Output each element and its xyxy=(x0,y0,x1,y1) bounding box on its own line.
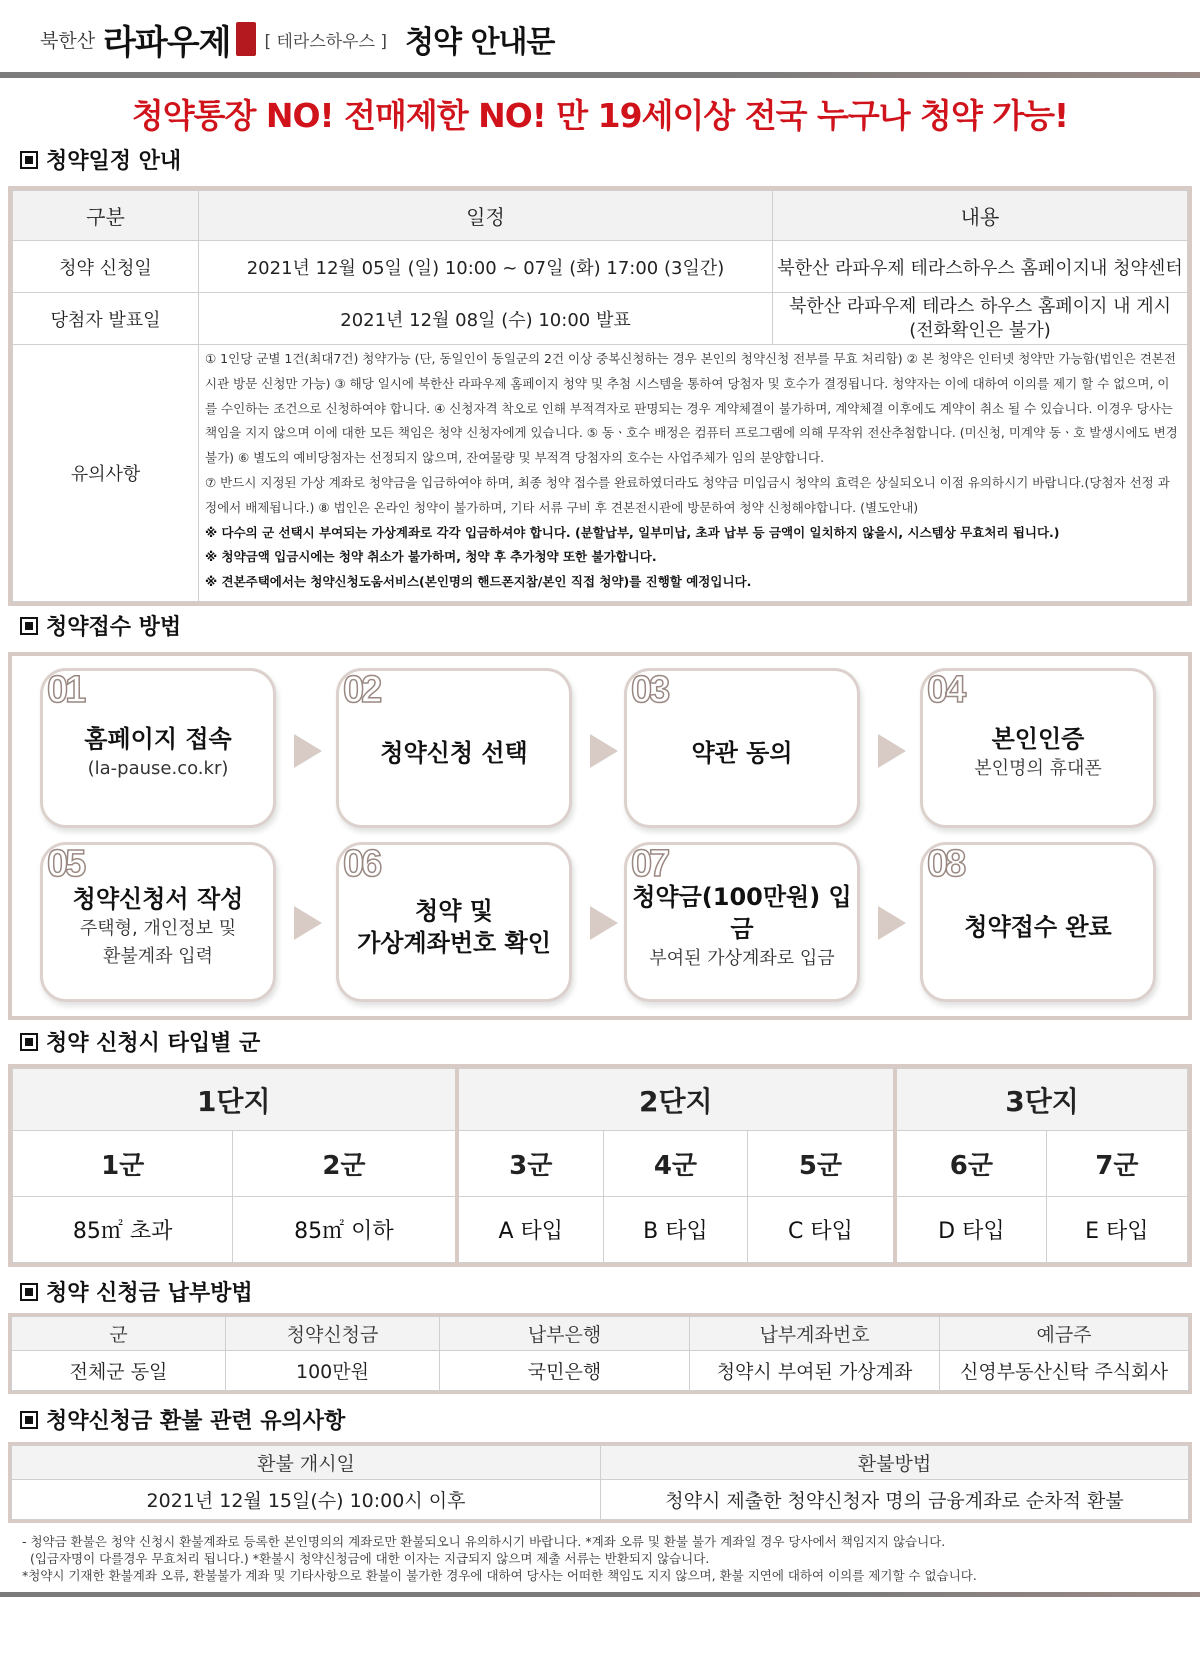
header-cell: 납부계좌번호 xyxy=(690,1317,940,1351)
row-date: 2021년 12월 08일 (수) 10:00 발표 xyxy=(199,293,773,345)
note-paragraph: ① 1인당 군별 1건(최대7건) 청약가능 (단, 동일인이 동일군의 2건 이상 중복신청하는 경우 본인의 청약신청 전부를 무효 처리함) ② 본 청약은 인터넷 청약만 가능함(법인은 견본전시관 방문 신청만 가능) ③ 해당 일시에 북한산 라파우제 홈페이지 청약 및 추첨 시스템을 통하여 당첨자 및 호수가 결정됩니다. 청약자는 이에 대하여 이의를 제기 할 수 없으며, 이를 수인하는 조건으로 신청하여야 합니다. ④ 신청자격 착오로 인해 부적격자로 판명되는 경우 계약체결이 불가하며, 계약체결 이후에도 계약이 취소 될 수 있습니다. 이경우 당사는 책임을 지지 않으며 이에 대한 모든 책임은 청약 신청자에게 있습니다. ⑤ 동ㆍ호수 배정은 컴퓨터 프로그램에 의해 무작위 전산추첨합니다. (미신청, 미계약 동ㆍ호 발생시에도 변경 불가) ⑥ 별도의 예비당첨자는 선정되지 않으며, 잔여물량 및 부적격 당첨자의 호수는 사업주체가 임의 분양합니다. xyxy=(205,351,1178,466)
page-title: 청약 안내문 xyxy=(405,25,555,60)
step-title: 가상계좌번호 확인 xyxy=(357,929,551,957)
step-number: 08 xyxy=(927,843,964,885)
header-cell: 구분 xyxy=(13,191,199,241)
step-number: 02 xyxy=(343,669,380,711)
type-cell: E 타입 xyxy=(1046,1197,1187,1263)
step-number: 04 xyxy=(927,669,964,711)
table-header-row xyxy=(13,1069,1188,1131)
section-title-schedule: 청약일정 안내 xyxy=(20,144,181,175)
type-cell: D 타입 xyxy=(895,1197,1046,1263)
table-row xyxy=(13,1131,1188,1197)
row-content: 북한산 라파우제 테라스하우스 홈페이지내 청약센터 xyxy=(773,241,1188,293)
header-cell: 환불방법 xyxy=(601,1446,1189,1480)
step-subtitle: (la-pause.co.kr) xyxy=(87,758,229,779)
table-cell: 전체군 동일 xyxy=(12,1351,226,1391)
arrow-right-icon xyxy=(878,734,906,768)
table-header-row xyxy=(12,1317,1189,1351)
table-header-row xyxy=(12,1446,1189,1480)
square-bullet-icon xyxy=(20,617,38,635)
brand-seal-icon xyxy=(236,22,256,56)
group-cell: 3군 xyxy=(457,1131,604,1197)
step-card xyxy=(40,668,276,828)
step-title: 본인인증 xyxy=(991,725,1085,753)
header-cell: 내용 xyxy=(773,191,1188,241)
table-cell: 청약시 부여된 가상계좌 xyxy=(690,1351,940,1391)
arrow-right-icon xyxy=(590,734,618,768)
steps-panel xyxy=(8,652,1192,1020)
step-title: 홈페이지 접속 xyxy=(84,725,232,753)
arrow-right-icon xyxy=(294,906,322,940)
step-card xyxy=(336,842,572,1002)
step-title: 청약 및 xyxy=(415,897,493,925)
arrow-right-icon xyxy=(294,734,322,768)
header-cell: 군 xyxy=(12,1317,226,1351)
step-title: 약관 동의 xyxy=(691,739,793,767)
groups-table xyxy=(8,1064,1192,1267)
step-card xyxy=(624,842,860,1002)
group-cell: 7군 xyxy=(1046,1131,1187,1197)
step-subtitle: 본인명의 휴대폰 xyxy=(974,758,1102,779)
bottom-divider xyxy=(0,1592,1200,1597)
complex-cell: 2단지 xyxy=(457,1069,896,1131)
table-cell: 국민은행 xyxy=(440,1351,690,1391)
step-subtitle: 부여된 가상계좌로 입금 xyxy=(649,948,835,969)
page-header xyxy=(40,14,554,64)
header-cell: 환불 개시일 xyxy=(12,1446,601,1480)
type-cell: A 타입 xyxy=(457,1197,604,1263)
header-cell: 납부은행 xyxy=(440,1317,690,1351)
table-header-row xyxy=(13,191,1188,241)
table-row xyxy=(13,241,1188,293)
step-title: 청약신청서 작성 xyxy=(72,885,244,913)
step-card xyxy=(40,842,276,1002)
step-number: 03 xyxy=(631,669,668,711)
table-row xyxy=(13,293,1188,345)
section-title-steps: 청약접수 방법 xyxy=(20,610,181,641)
step-number: 06 xyxy=(343,843,380,885)
step-subtitle: 환불계좌 입력 xyxy=(102,946,214,967)
type-cell: 85㎡ 이하 xyxy=(233,1197,457,1263)
section-title-payment: 청약 신청금 납부방법 xyxy=(20,1276,253,1307)
note-paragraph: ⑦ 반드시 지정된 가상 계좌로 청약금을 입금하여야 하며, 최종 청약 접수를 완료하였더라도 청약금 미입금시 청약의 효력은 상실되오니 이점 유의하시기 바랍니다.(당첨자 선정 과정에서 배제됩니다.) ⑧ 법인은 온라인 청약이 불가하며, 기타 서류 구비 후 견본전시관에 방문하여 청약 신청해야합니다. (별도안내) xyxy=(205,474,1170,515)
type-cell: B 타입 xyxy=(604,1197,748,1263)
header-cell: 청약신청금 xyxy=(226,1317,440,1351)
step-card xyxy=(920,842,1156,1002)
note-emphasis: ※ 다수의 군 선택시 부여되는 가상계좌로 각각 입금하셔야 합니다. (분할납부, 일부미납, 초과 납부 등 금액이 일치하지 않을시, 시스템상 무효처리 됩니다.) xyxy=(205,524,1060,540)
table-cell: 신영부동산신탁 주식회사 xyxy=(940,1351,1189,1391)
square-bullet-icon xyxy=(20,151,38,169)
arrow-right-icon xyxy=(878,906,906,940)
group-cell: 1군 xyxy=(13,1131,233,1197)
refund-table xyxy=(8,1442,1192,1523)
table-row xyxy=(12,1351,1189,1391)
schedule-table xyxy=(8,186,1192,606)
brand-tag: [ 테라스하우스 ] xyxy=(264,31,388,52)
note-emphasis: ※ 견본주택에서는 청약신청도움서비스(본인명의 핸드폰지참/본인 직접 청약)를 진행할 예정입니다. xyxy=(205,574,752,590)
header-cell: 일정 xyxy=(199,191,773,241)
step-card xyxy=(920,668,1156,828)
complex-cell: 3단지 xyxy=(895,1069,1187,1131)
step-number: 05 xyxy=(47,843,84,885)
table-row xyxy=(13,1197,1188,1263)
footnote-line: (입금자명이 다를경우 무효처리 됩니다.) *환불시 청약신청금에 대한 이자는 지급되지 않으며 제출 서류는 반환되지 않습니다. xyxy=(22,1551,710,1566)
type-cell: 85㎡ 초과 xyxy=(13,1197,233,1263)
section-title-refund: 청약신청금 환불 관련 유의사항 xyxy=(20,1404,345,1435)
section-title-groups: 청약 신청시 타입별 군 xyxy=(20,1026,260,1057)
table-row xyxy=(13,345,1188,602)
step-number: 01 xyxy=(47,669,84,711)
footnote-line: - 청약금 환불은 청약 신청시 환불계좌로 등록한 본인명의의 계좌로만 환불되오니 유의하시기 바랍니다. *계좌 오류 및 환불 불가 계좌일 경우 당사에서 책임지지 않습니다. xyxy=(22,1534,946,1549)
step-card xyxy=(336,668,572,828)
group-cell: 5군 xyxy=(747,1131,895,1197)
step-title: 청약금(100만원) 입금 xyxy=(632,883,852,943)
group-cell: 2군 xyxy=(233,1131,457,1197)
step-title: 청약신청 선택 xyxy=(380,739,528,767)
square-bullet-icon xyxy=(20,1033,38,1051)
row-label: 청약 신청일 xyxy=(13,241,199,293)
row-label: 당첨자 발표일 xyxy=(13,293,199,345)
footnotes xyxy=(22,1533,1192,1584)
header-cell: 예금주 xyxy=(940,1317,1189,1351)
top-divider xyxy=(0,72,1200,78)
footnote-line: *청약시 기재한 환불계좌 오류, 환불불가 계좌 및 기타사항으로 환불이 불가한 경우에 대하여 당사는 어떠한 책임도 지지 않으며, 환불 지연에 대하여 이의를 제기할 수 없습니다. xyxy=(22,1568,977,1583)
group-cell: 6군 xyxy=(895,1131,1046,1197)
complex-cell: 1단지 xyxy=(13,1069,457,1131)
step-number: 07 xyxy=(631,843,668,885)
payment-table xyxy=(8,1313,1192,1394)
notes-content xyxy=(199,345,1188,602)
row-date: 2021년 12월 05일 (일) 10:00 ~ 07일 (화) 17:00 (3일간) xyxy=(199,241,773,293)
type-cell: C 타입 xyxy=(747,1197,895,1263)
brand-prefix: 북한산 xyxy=(40,29,96,52)
notes-label: 유의사항 xyxy=(13,345,199,602)
group-cell: 4군 xyxy=(604,1131,748,1197)
table-cell: 청약시 제출한 청약신청자 명의 금융계좌로 순차적 환불 xyxy=(601,1480,1189,1520)
headline: 청약통장 NO! 전매제한 NO! 만 19세이상 전국 누구나 청약 가능! xyxy=(131,96,1069,135)
step-title: 청약접수 완료 xyxy=(964,913,1112,941)
square-bullet-icon xyxy=(20,1283,38,1301)
step-subtitle: 주택형, 개인정보 및 xyxy=(79,918,237,939)
table-cell: 2021년 12월 15일(수) 10:00시 이후 xyxy=(12,1480,601,1520)
step-card xyxy=(624,668,860,828)
note-emphasis: ※ 청약금액 입금시에는 청약 취소가 불가하며, 청약 후 추가청약 또한 불가합니다. xyxy=(205,549,657,565)
square-bullet-icon xyxy=(20,1411,38,1429)
brand-name: 라파우제 xyxy=(103,22,231,63)
row-content: 북한산 라파우제 테라스 하우스 홈페이지 내 게시 (전화확인은 불가) xyxy=(773,293,1188,345)
table-row xyxy=(12,1480,1189,1520)
table-cell: 100만원 xyxy=(226,1351,440,1391)
arrow-right-icon xyxy=(590,906,618,940)
